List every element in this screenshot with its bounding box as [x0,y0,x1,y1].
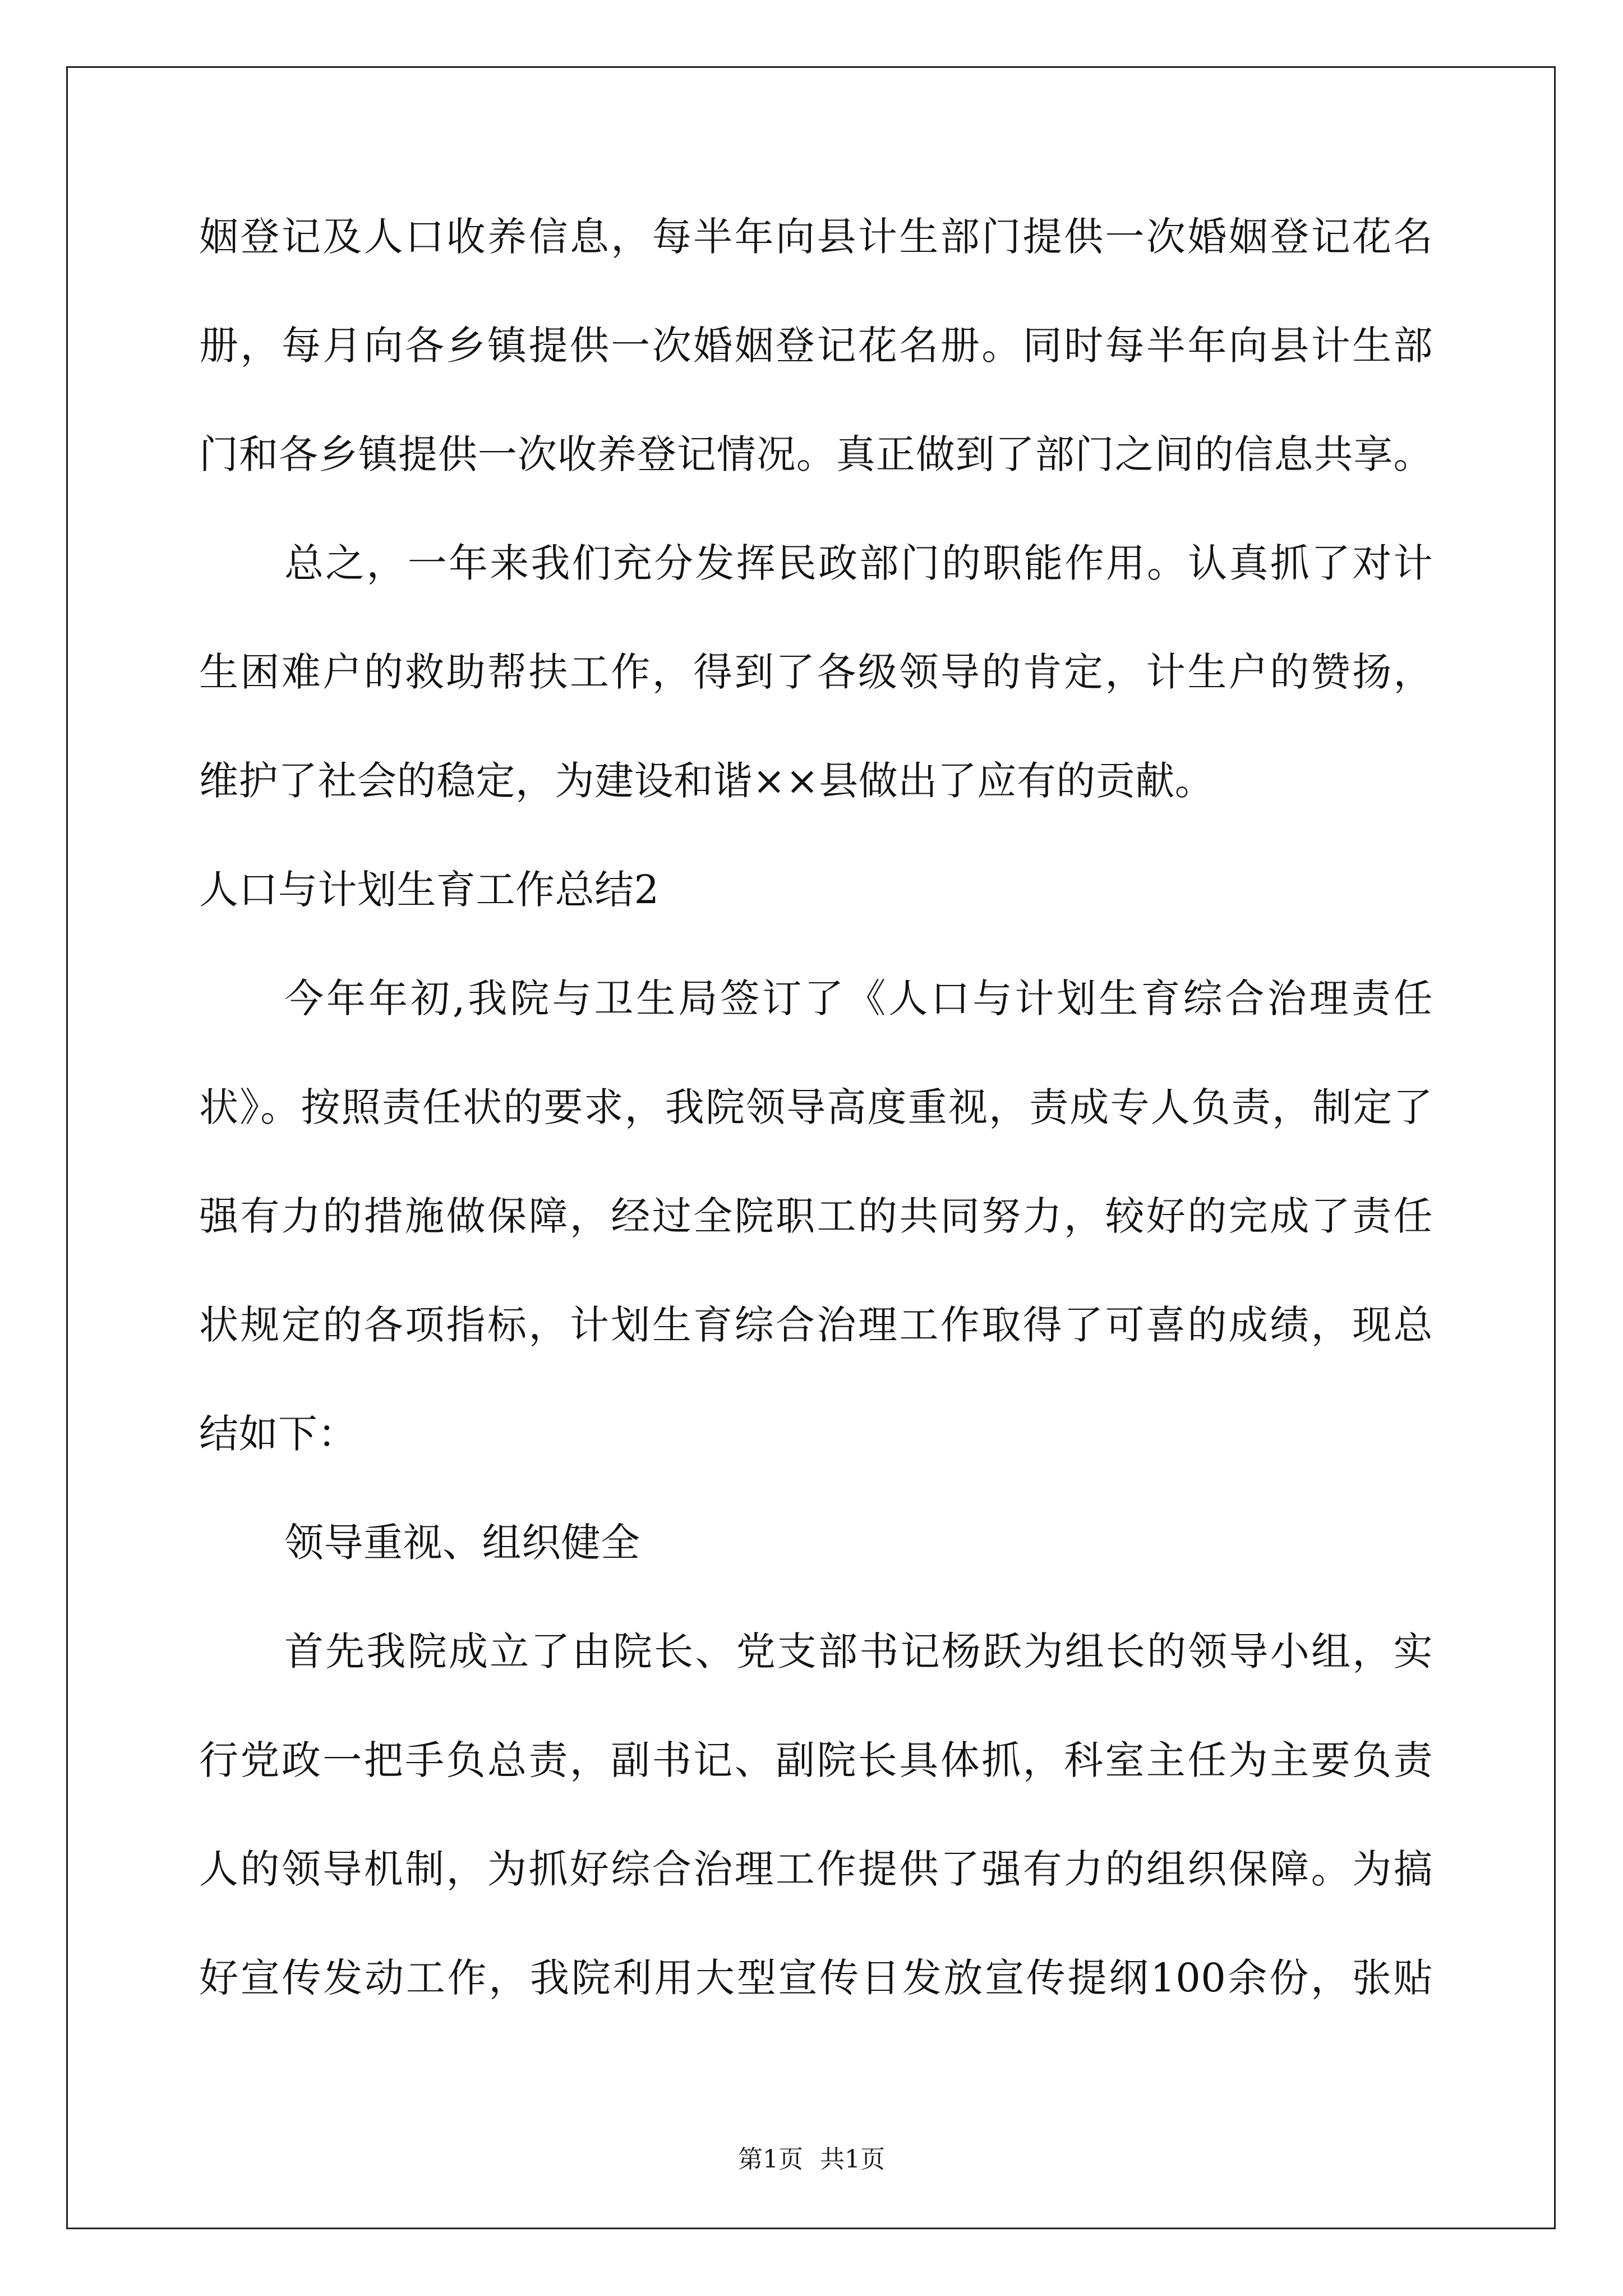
page-number: 第1页 [738,2145,803,2174]
text-line: 行党政一把手负总责，副书记、副院长具体抓，科室主任为主要负责 [199,1737,1433,1783]
text-line: 门和各乡镇提供一次收养登记情况。真正做到了部门之间的信息共享。 [199,431,1433,477]
subsection-heading: 领导重视、组织健全 [284,1520,640,1566]
page-footer [0,2143,1623,2177]
page-total: 共1页 [820,2145,885,2174]
paragraph-first-line: 总之，一年来我们充分发挥民政部门的职能作用。认真抓了对计 [284,540,1433,586]
text-line: 状规定的各项指标，计划生育综合治理工作取得了可喜的成绩，现总 [199,1302,1433,1348]
text-line: 生困难户的救助帮扶工作，得到了各级领导的肯定，计生户的赞扬， [199,649,1433,695]
text-line: 强有力的措施做保障，经过全院职工的共同努力，较好的完成了责任 [199,1193,1433,1239]
paragraph-first-line: 首先我院成立了由院长、党支部书记杨跃为组长的领导小组，实 [284,1628,1433,1674]
text-line: 姻登记及人口收养信息，每半年向县计生部门提供一次婚姻登记花名 [199,214,1433,260]
text-line: 状》。按照责任状的要求，我院领导高度重视，责成专人负责，制定了 [199,1084,1433,1130]
text-line: 册，每月向各乡镇提供一次婚姻登记花名册。同时每半年向县计生部 [199,323,1433,369]
section-heading: 人口与计划生育工作总结2 [199,867,660,913]
text-line: 人的领导机制，为抓好综合治理工作提供了强有力的组织保障。为搞 [199,1846,1433,1892]
text-line: 结如下： [199,1411,357,1457]
text-line: 维护了社会的稳定，为建设和谐××县做出了应有的贡献。 [199,758,1215,804]
text-line: 好宣传发动工作，我院利用大型宣传日发放宣传提纲100余份，张贴 [199,1955,1433,2001]
paragraph-first-line: 今年年初,我院与卫生局签订了《人口与计划生育综合治理责任 [284,976,1433,1022]
page-border [66,66,1556,2229]
